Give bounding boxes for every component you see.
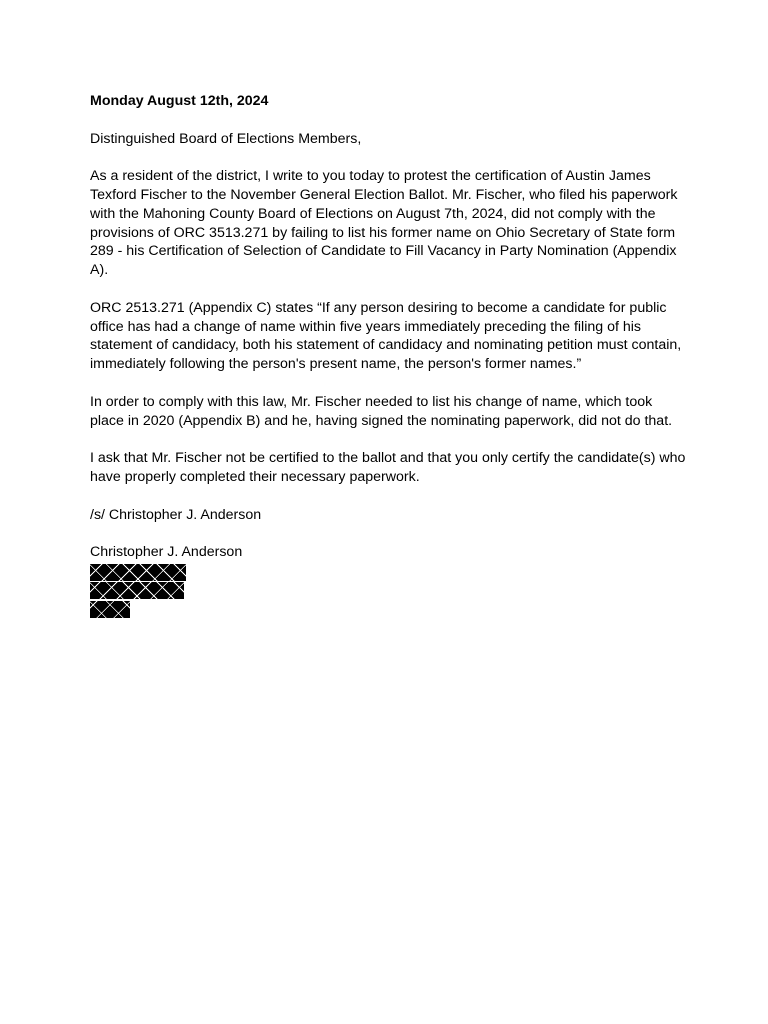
salutation: Distinguished Board of Elections Members, bbox=[90, 130, 362, 147]
electronic-signature: /s/ Christopher J. Anderson bbox=[90, 506, 262, 523]
letter-date: Monday August 12th, 2024 bbox=[90, 93, 269, 109]
body-paragraph-2: ORC 2513.271 (Appendix C) states “If any person desiring to become a candidate for public office has had a change of name within five years immediately preceding the filing of his statement of candidacy, both his statement of candidacy and nominating petition must contain, immediately following the person's present name, the person's former names.” bbox=[90, 299, 682, 373]
redaction-bar bbox=[90, 564, 186, 581]
signer-name: Christopher J. Anderson bbox=[90, 544, 243, 561]
redacted-address-block bbox=[90, 564, 690, 618]
redaction-bar bbox=[90, 601, 130, 618]
body-paragraph-1: As a resident of the district, I write to you today to protest the certification of Austin James Texford Fischer to the November General Election Ballot. Mr. Fischer, who filed his paperwork with the Mahoning County Board of Elections on August 7th, 2024, did not comply with the provisions of ORC 3513.271 by failing to list his former name on Ohio Secretary of State form 289 - his Certification of Selection of Candidate to Fill Vacancy in Party Nomination (Appendix A). bbox=[90, 168, 678, 279]
letter-document bbox=[90, 92, 690, 619]
redaction-bar bbox=[90, 582, 184, 599]
body-paragraph-4: I ask that Mr. Fischer not be certified to the ballot and that you only certify the candidate(s) who have properly completed their necessary paperwork. bbox=[90, 450, 686, 485]
body-paragraph-3: In order to comply with this law, Mr. Fischer needed to list his change of name, which took place in 2020 (Appendix B) and he, having signed the nominating paperwork, did not do that. bbox=[90, 393, 673, 429]
